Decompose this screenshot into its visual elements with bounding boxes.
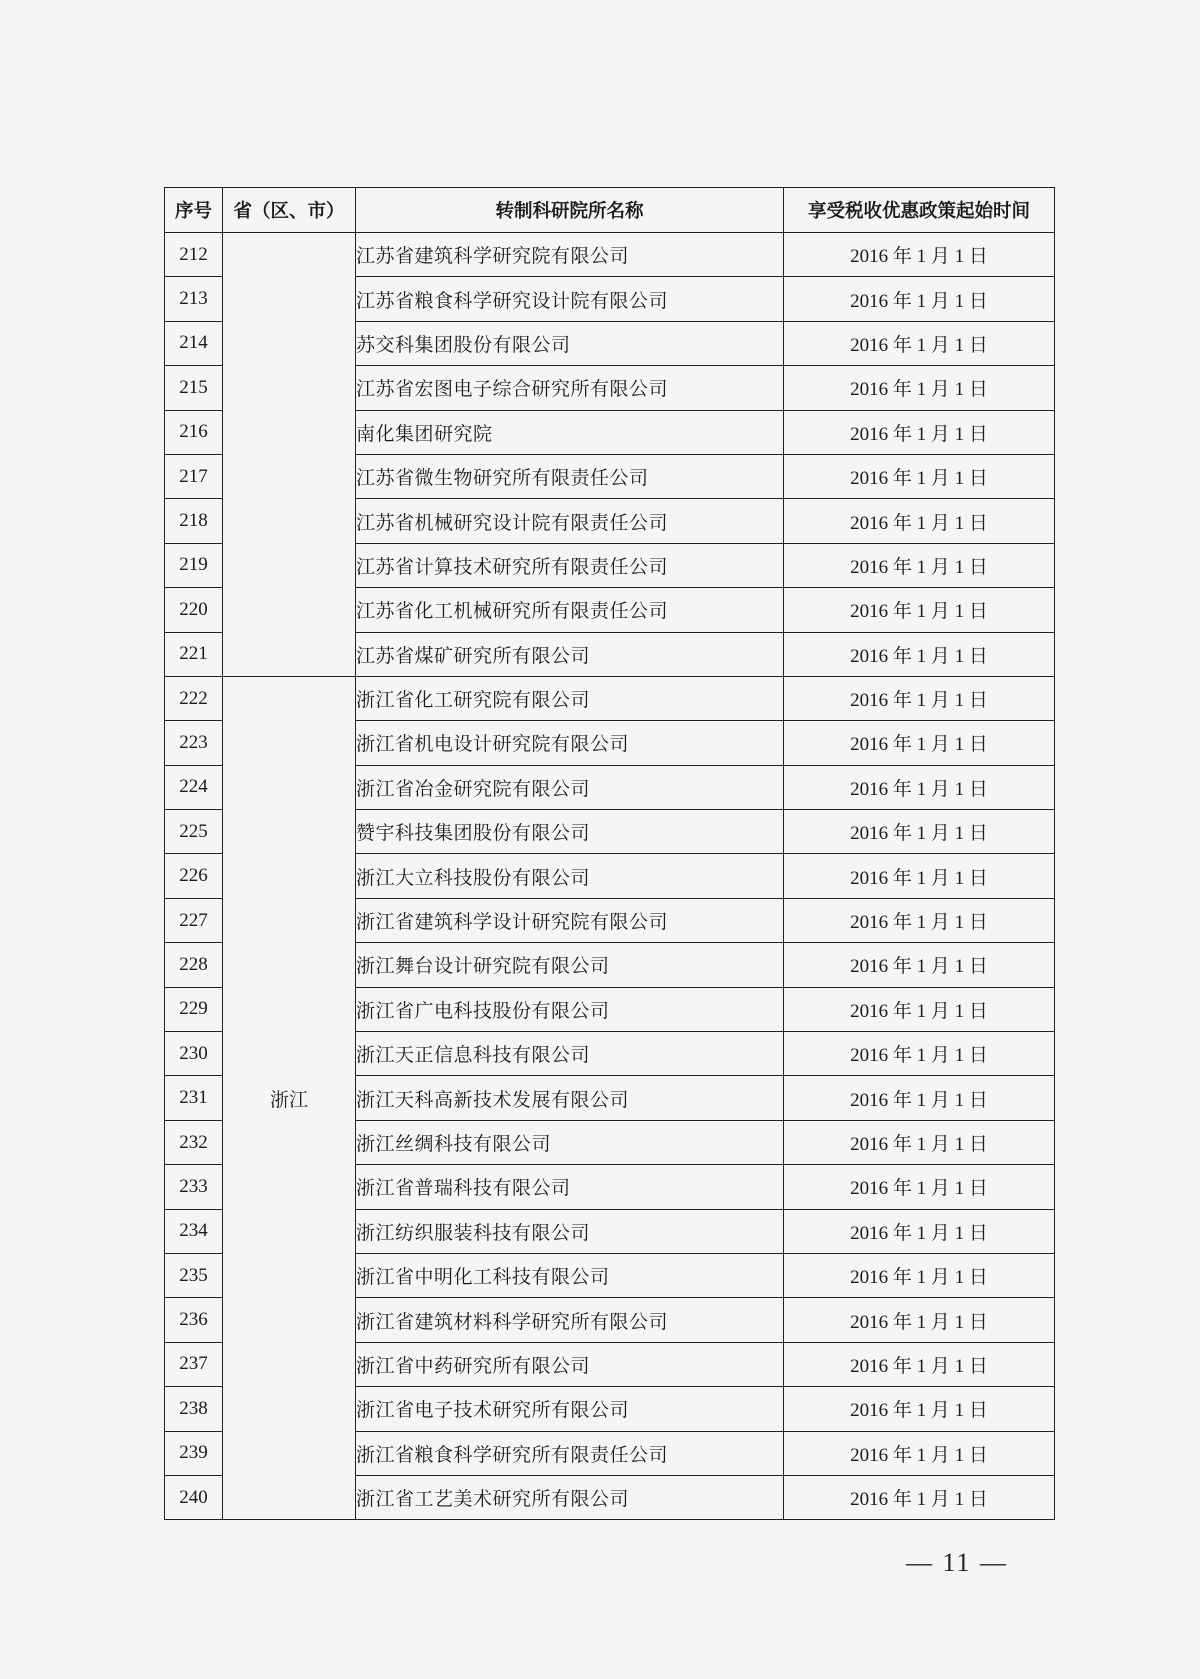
institute-name-cell: 浙江省工艺美术研究所有限公司 <box>356 1475 784 1519</box>
start-date-cell: 2016 年 1 月 1 日 <box>784 632 1055 676</box>
seq-cell: 218 <box>165 499 223 543</box>
start-date-cell: 2016 年 1 月 1 日 <box>784 1165 1055 1209</box>
start-date-cell: 2016 年 1 月 1 日 <box>784 588 1055 632</box>
seq-cell: 234 <box>165 1209 223 1253</box>
institute-name-cell: 赞宇科技集团股份有限公司 <box>356 810 784 854</box>
institute-name-cell: 浙江省普瑞科技有限公司 <box>356 1165 784 1209</box>
institute-name-cell: 苏交科集团股份有限公司 <box>356 321 784 365</box>
start-date-cell: 2016 年 1 月 1 日 <box>784 543 1055 587</box>
institute-name-cell: 江苏省计算技术研究所有限责任公司 <box>356 543 784 587</box>
institute-name-cell: 浙江舞台设计研究院有限公司 <box>356 943 784 987</box>
institute-name-cell: 浙江省建筑科学设计研究院有限公司 <box>356 898 784 942</box>
start-date-cell: 2016 年 1 月 1 日 <box>784 1387 1055 1431</box>
table-row <box>165 676 1055 720</box>
start-date-cell: 2016 年 1 月 1 日 <box>784 898 1055 942</box>
institute-name-cell: 浙江省化工研究院有限公司 <box>356 676 784 720</box>
start-date-cell: 2016 年 1 月 1 日 <box>784 233 1055 277</box>
seq-cell: 232 <box>165 1120 223 1164</box>
institute-name-cell: 江苏省微生物研究所有限责任公司 <box>356 454 784 498</box>
start-date-cell: 2016 年 1 月 1 日 <box>784 366 1055 410</box>
header-province: 省（区、市） <box>223 188 356 233</box>
institute-name-cell: 浙江丝绸科技有限公司 <box>356 1120 784 1164</box>
institute-name-cell: 浙江天正信息科技有限公司 <box>356 1032 784 1076</box>
institute-name-cell: 浙江省机电设计研究院有限公司 <box>356 721 784 765</box>
seq-cell: 223 <box>165 721 223 765</box>
start-date-cell: 2016 年 1 月 1 日 <box>784 1076 1055 1120</box>
start-date-cell: 2016 年 1 月 1 日 <box>784 810 1055 854</box>
institute-name-cell: 江苏省化工机械研究所有限责任公司 <box>356 588 784 632</box>
institute-name-cell: 南化集团研究院 <box>356 410 784 454</box>
start-date-cell: 2016 年 1 月 1 日 <box>784 1209 1055 1253</box>
start-date-cell: 2016 年 1 月 1 日 <box>784 676 1055 720</box>
start-date-cell: 2016 年 1 月 1 日 <box>784 943 1055 987</box>
seq-cell: 219 <box>165 543 223 587</box>
start-date-cell: 2016 年 1 月 1 日 <box>784 1431 1055 1475</box>
seq-cell: 227 <box>165 898 223 942</box>
research-institute-table <box>164 187 1055 1520</box>
institute-name-cell: 浙江天科高新技术发展有限公司 <box>356 1076 784 1120</box>
header-seq: 序号 <box>165 188 223 233</box>
institute-name-cell: 浙江大立科技股份有限公司 <box>356 854 784 898</box>
seq-cell: 224 <box>165 765 223 809</box>
seq-cell: 236 <box>165 1298 223 1342</box>
seq-cell: 237 <box>165 1342 223 1386</box>
seq-cell: 222 <box>165 676 223 720</box>
institute-name-cell: 浙江省冶金研究院有限公司 <box>356 765 784 809</box>
seq-cell: 221 <box>165 632 223 676</box>
seq-cell: 240 <box>165 1475 223 1519</box>
table-row <box>165 233 1055 277</box>
start-date-cell: 2016 年 1 月 1 日 <box>784 721 1055 765</box>
institute-name-cell: 江苏省建筑科学研究院有限公司 <box>356 233 784 277</box>
seq-cell: 239 <box>165 1431 223 1475</box>
seq-cell: 226 <box>165 854 223 898</box>
seq-cell: 217 <box>165 454 223 498</box>
institute-name-cell: 浙江省广电科技股份有限公司 <box>356 987 784 1031</box>
seq-cell: 235 <box>165 1253 223 1297</box>
seq-cell: 238 <box>165 1387 223 1431</box>
institute-name-cell: 江苏省机械研究设计院有限责任公司 <box>356 499 784 543</box>
institute-name-cell: 浙江省建筑材料科学研究所有限公司 <box>356 1298 784 1342</box>
start-date-cell: 2016 年 1 月 1 日 <box>784 277 1055 321</box>
header-institute-name: 转制科研院所名称 <box>356 188 784 233</box>
institute-name-cell: 浙江省粮食科学研究所有限责任公司 <box>356 1431 784 1475</box>
institute-name-cell: 浙江省电子技术研究所有限公司 <box>356 1387 784 1431</box>
institute-name-cell: 江苏省宏图电子综合研究所有限公司 <box>356 366 784 410</box>
start-date-cell: 2016 年 1 月 1 日 <box>784 765 1055 809</box>
seq-cell: 216 <box>165 410 223 454</box>
start-date-cell: 2016 年 1 月 1 日 <box>784 1120 1055 1164</box>
start-date-cell: 2016 年 1 月 1 日 <box>784 1298 1055 1342</box>
seq-cell: 229 <box>165 987 223 1031</box>
seq-cell: 225 <box>165 810 223 854</box>
start-date-cell: 2016 年 1 月 1 日 <box>784 987 1055 1031</box>
header-start-date: 享受税收优惠政策起始时间 <box>784 188 1055 233</box>
seq-cell: 233 <box>165 1165 223 1209</box>
seq-cell: 214 <box>165 321 223 365</box>
seq-cell: 231 <box>165 1076 223 1120</box>
start-date-cell: 2016 年 1 月 1 日 <box>784 1032 1055 1076</box>
seq-cell: 213 <box>165 277 223 321</box>
table-body <box>165 233 1055 1520</box>
start-date-cell: 2016 年 1 月 1 日 <box>784 1342 1055 1386</box>
seq-cell: 220 <box>165 588 223 632</box>
page-number: — 11 — <box>906 1548 1009 1577</box>
institute-name-cell: 江苏省粮食科学研究设计院有限公司 <box>356 277 784 321</box>
seq-cell: 230 <box>165 1032 223 1076</box>
start-date-cell: 2016 年 1 月 1 日 <box>784 499 1055 543</box>
start-date-cell: 2016 年 1 月 1 日 <box>784 1475 1055 1519</box>
institute-name-cell: 浙江省中药研究所有限公司 <box>356 1342 784 1386</box>
institute-name-cell: 江苏省煤矿研究所有限公司 <box>356 632 784 676</box>
start-date-cell: 2016 年 1 月 1 日 <box>784 321 1055 365</box>
province-cell <box>223 233 356 677</box>
seq-cell: 212 <box>165 233 223 277</box>
start-date-cell: 2016 年 1 月 1 日 <box>784 454 1055 498</box>
institute-name-cell: 浙江省中明化工科技有限公司 <box>356 1253 784 1297</box>
start-date-cell: 2016 年 1 月 1 日 <box>784 854 1055 898</box>
province-cell: 浙江 <box>223 676 356 1519</box>
seq-cell: 228 <box>165 943 223 987</box>
table-header-row <box>165 188 1055 233</box>
institute-name-cell: 浙江纺织服装科技有限公司 <box>356 1209 784 1253</box>
seq-cell: 215 <box>165 366 223 410</box>
start-date-cell: 2016 年 1 月 1 日 <box>784 1253 1055 1297</box>
start-date-cell: 2016 年 1 月 1 日 <box>784 410 1055 454</box>
